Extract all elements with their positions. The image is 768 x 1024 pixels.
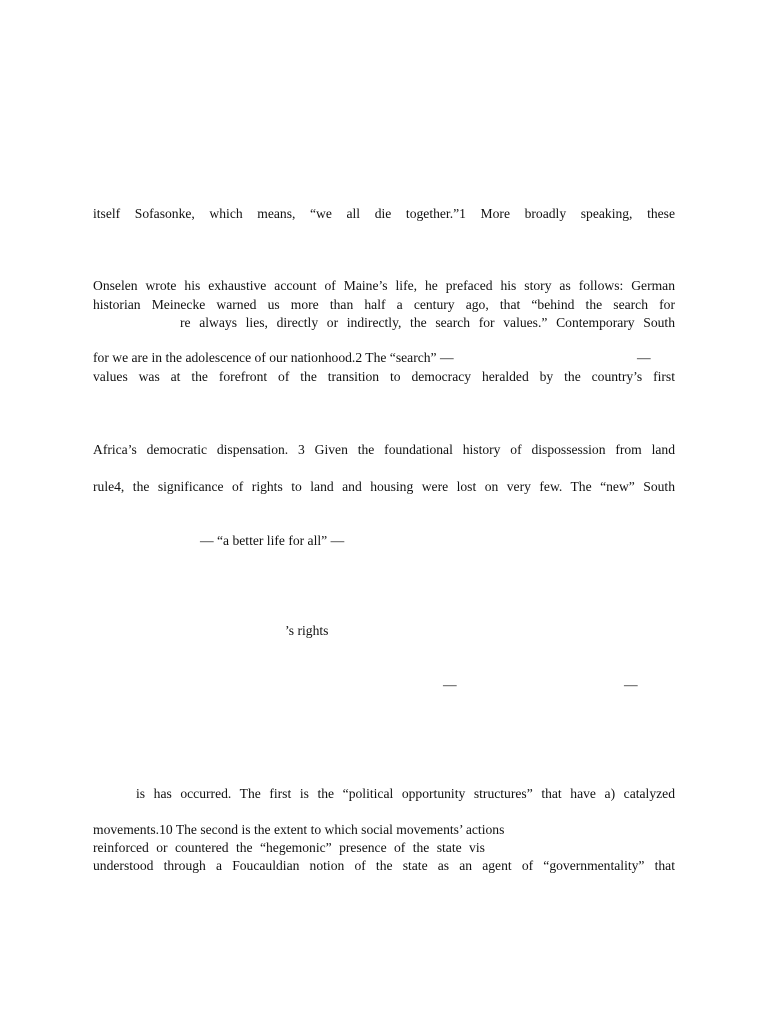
text-line: Onselen wrote his exhaustive account of Maine’s life, he prefaced his story as follows: German <box>93 278 675 293</box>
text-line: values was at the forefront of the transition to democracy heralded by the country’s first <box>93 369 675 384</box>
text-line: for we are in the adolescence of our nationhood.2 The “search” — <box>93 350 454 365</box>
text-line: movements.10 The second is the extent to which social movements’ actions <box>93 822 505 837</box>
text-line: ’s rights <box>285 623 329 638</box>
text-line: — <box>637 350 651 365</box>
text-line: Africa’s democratic dispensation. 3 Given the foundational history of dispossession from land <box>93 442 675 457</box>
text-line: itself Sofasonke, which means, “we all die together.”1 More broadly speaking, these <box>93 206 675 221</box>
text-line: — “a better life for all” — <box>200 533 345 548</box>
text-line: re always lies, directly or indirectly, the search for values.” Contemporary South <box>180 315 675 330</box>
text-line: historian Meinecke warned us more than half a century ago, that “behind the search for <box>93 297 675 312</box>
text-line: rule4, the significance of rights to land and housing were lost on very few. The “new” South <box>93 479 675 494</box>
text-line: reinforced or countered the “hegemonic” presence of the state vis <box>93 840 485 855</box>
text-line: — <box>624 677 638 692</box>
text-line: understood through a Foucauldian notion of the state as an agent of “governmentality” that <box>93 858 675 873</box>
text-line: is has occurred. The first is the “political opportunity structures” that have a) catalyzed <box>136 786 675 801</box>
text-line: — <box>443 677 457 692</box>
